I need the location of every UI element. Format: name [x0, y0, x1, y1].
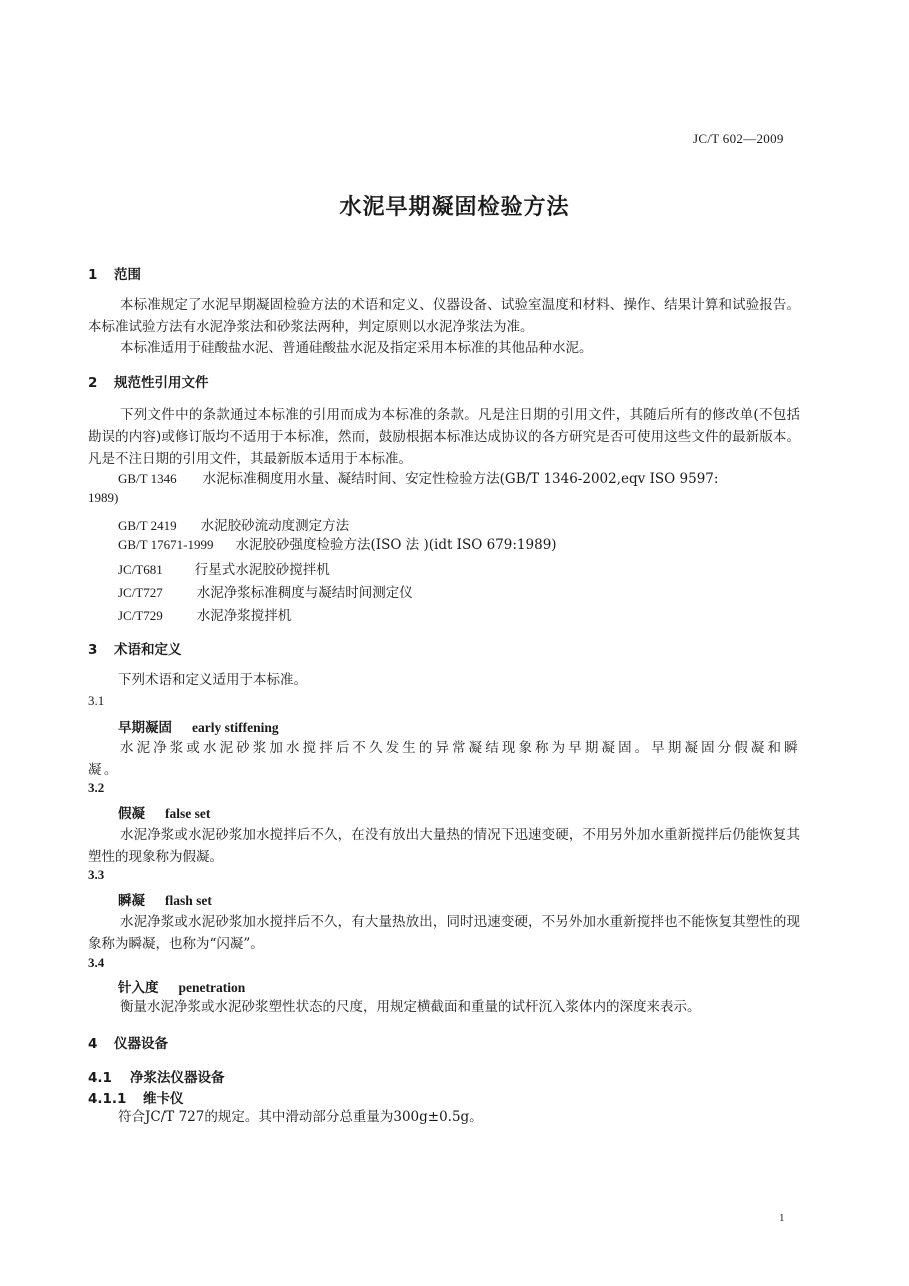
- reference-title: 行星式水泥胶砂搅拌机: [194, 562, 330, 578]
- reference-title: 水泥胶砂强度检验方法(ISO 法 )(idt ISO 679:1989): [235, 537, 557, 553]
- page-number: 1: [779, 1212, 785, 1224]
- section-3-intro: 下列术语和定义适用于本标准。: [118, 672, 307, 688]
- section-3-heading: [88, 638, 182, 658]
- subsection-number: 4.1.1: [88, 1091, 127, 1107]
- document-title: 水泥早期凝固检验方法: [339, 195, 570, 220]
- section-title: 范围: [114, 267, 141, 283]
- reference-title: 水泥胶砂流动度测定方法: [200, 518, 350, 534]
- reference-continuation: 1989): [88, 490, 119, 505]
- section-1-paragraph-2: 本标准适用于硅酸盐水泥、普通硅酸盐水泥及指定采用本标准的其他品种水泥。: [120, 340, 593, 356]
- section-2-heading: [88, 371, 209, 391]
- section-1-paragraph-1: 本标准规定了水泥早期凝固检验方法的术语和定义、仪器设备、试验室温度和材料、操作、结果计算和试验报告。本标准试验方法有水泥净浆法和砂浆法两种，判定原则以水泥净浆法为准。: [88, 297, 800, 335]
- section-title: 仪器设备: [114, 1036, 168, 1052]
- reference-code: GB/T 17671-1999: [118, 537, 214, 552]
- section-2-paragraph-1: 下列文件中的条款通过本标准的引用而成为本标准的条款。凡是注日期的引用文件，其随后所有的修改单(不包括勘误的内容)或修订版均不适用于本标准，然而，鼓励根据本标准达成协议的各方研究是否可使用这些文件的最新版本。凡是不注日期的引用文件，其最新版本适用于本标准。: [88, 407, 800, 467]
- section-number: 1: [88, 267, 98, 283]
- reference-code: GB/T 1346: [118, 471, 177, 486]
- reference-item: [118, 533, 557, 553]
- term-english: false set: [165, 806, 211, 821]
- term-number: 3.1: [88, 693, 105, 708]
- subsection-title: 维卡仪: [143, 1091, 184, 1107]
- section-number: 4: [88, 1036, 98, 1052]
- section-number: 3: [88, 642, 98, 658]
- section-title: 术语和定义: [114, 642, 182, 658]
- term-number: 3.2: [88, 780, 105, 795]
- reference-item: [118, 604, 291, 624]
- reference-item: [118, 514, 349, 534]
- section-4-heading: [88, 1032, 168, 1052]
- subsection-4-1-1-paragraph: 符合JC/T 727的规定。其中滑动部分总重量为300g±0.5g。: [118, 1109, 483, 1125]
- term-english: penetration: [178, 980, 246, 995]
- section-number: 2: [88, 375, 98, 391]
- term-heading: [118, 976, 245, 996]
- subsection-4-1-heading: [88, 1066, 225, 1086]
- term-heading: [118, 716, 279, 736]
- term-chinese: 假凝: [118, 806, 145, 822]
- term-heading: [118, 802, 210, 822]
- term-number: 3.4: [88, 955, 105, 970]
- term-chinese: 早期凝固: [118, 720, 172, 736]
- reference-title: 水泥净浆标准稠度与凝结时间测定仪: [196, 585, 413, 601]
- subsection-number: 4.1: [88, 1070, 112, 1086]
- term-definition: 衡量水泥净浆或水泥砂浆塑性状态的尺度，用规定横截面和重量的试杆沉入浆体内的深度来表示。: [120, 999, 701, 1015]
- section-title: 规范性引用文件: [114, 375, 209, 391]
- term-definition: 水泥净浆或水泥砂浆加水搅拌后不久，有大量热放出，同时迅速变硬，不另外加水重新搅拌也不能恢复其塑性的现象称为瞬凝，也称为“闪凝”。: [88, 914, 800, 952]
- standard-number: JC/T 602—2009: [693, 131, 784, 146]
- term-chinese: 针入度: [118, 980, 159, 996]
- term-heading: [118, 889, 212, 909]
- subsection-title: 净浆法仪器设备: [130, 1070, 225, 1086]
- term-number: 3.3: [88, 867, 105, 882]
- section-1-heading: [88, 263, 141, 283]
- term-english: flash set: [165, 893, 212, 908]
- reference-code: JC/T681: [118, 562, 163, 577]
- reference-code: JC/T727: [118, 585, 163, 600]
- reference-code: GB/T 2419: [118, 518, 177, 533]
- reference-item: [118, 558, 330, 578]
- reference-title: 水泥净浆搅拌机: [196, 608, 292, 624]
- reference-item: [118, 581, 413, 601]
- term-definition: 水泥净浆或水泥砂浆加水搅拌后不久，在没有放出大量热的情况下迅速变硬，不用另外加水重新搅拌后仍能恢复其塑性的现象称为假凝。: [88, 827, 800, 865]
- reference-title: 水泥标准稠度用水量、凝结时间、安定性检验方法(GB/T 1346-2002,eqv ISO 9597:: [202, 471, 719, 487]
- term-definition: 水泥净浆或水泥砂浆加水搅拌后不久发生的异常凝结现象称为早期凝固。早期凝固分假凝和瞬凝。: [88, 740, 800, 778]
- reference-item: [118, 467, 718, 487]
- term-chinese: 瞬凝: [118, 893, 145, 909]
- term-english: early stiffening: [192, 720, 279, 735]
- subsection-4-1-1-heading: [88, 1087, 184, 1107]
- reference-code: JC/T729: [118, 608, 163, 623]
